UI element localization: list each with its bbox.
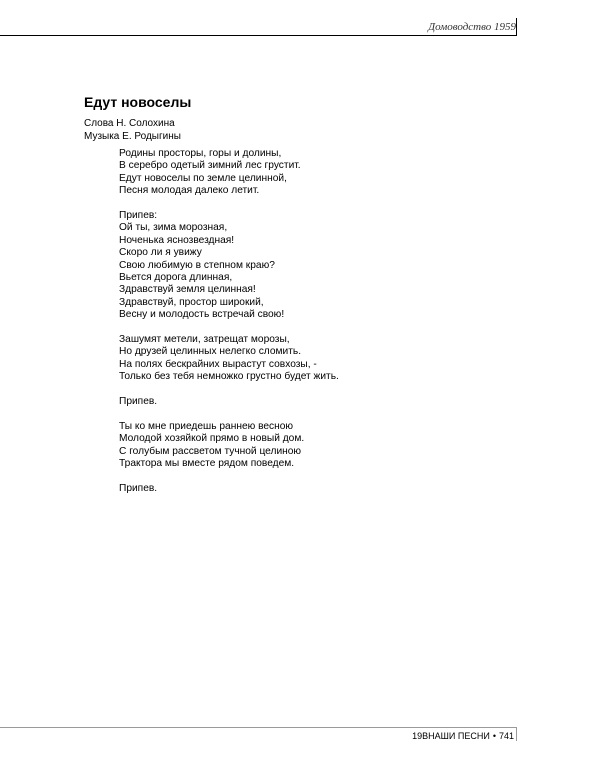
lyric-line: Припев.: [119, 396, 158, 408]
lyric-line: Ты ко мне приедешь раннею весною: [119, 420, 294, 432]
stanza: [119, 334, 339, 384]
header-tick: [516, 18, 517, 36]
header-rule: [0, 35, 516, 36]
footer-section-title: 19ВНАШИ ПЕСНИ: [412, 731, 490, 741]
lyric-line: Свою любимую в степном краю?: [119, 259, 275, 271]
page-number: 741: [498, 731, 514, 741]
stanza: [119, 421, 339, 471]
lyrics-credit: Слова Н. Солохина: [84, 118, 175, 129]
lyric-line: Здравствуй земля целинная!: [119, 284, 256, 296]
page-footer: [412, 731, 514, 741]
stanza: [119, 483, 339, 495]
page-header: [0, 0, 600, 40]
lyric-line: Припев.: [119, 482, 158, 494]
lyric-line: Молодой хозяйкой прямо в новый дом.: [119, 433, 305, 445]
music-credit: Музыка Е. Родыгины: [84, 131, 181, 142]
lyric-line: Едут новоселы по земле целинной,: [119, 172, 287, 184]
lyric-line: Здравствуй, простор широкий,: [119, 296, 264, 308]
lyric-line: Ноченька яснозвездная!: [119, 234, 235, 246]
lyric-line: Ой ты, зима морозная,: [119, 222, 228, 234]
footer-tick: [516, 727, 517, 741]
lyric-line: Скоро ли я увижу: [119, 247, 202, 259]
lyric-line: Весну и молодость встречай свою!: [119, 309, 285, 321]
song-lyrics: [119, 148, 339, 508]
running-header-title: Домоводство 1959: [428, 21, 516, 33]
lyric-line: Песня молодая далеко летит.: [119, 185, 260, 197]
lyric-line: Трактора мы вместе рядом поведем.: [119, 458, 295, 470]
footer-bullet: •: [492, 731, 496, 741]
lyric-line: Зашумят метели, затрещат морозы,: [119, 334, 290, 346]
lyric-line: С голубым рассветом тучной целиною: [119, 445, 302, 457]
lyric-line: Только без тебя немножко грустно будет жить.: [119, 371, 339, 383]
song-credits: [84, 117, 181, 143]
footer-rule: [0, 727, 516, 728]
stanza: [119, 396, 339, 408]
song-title: Едут новоселы: [84, 94, 192, 110]
lyric-line: Но друзей целинных нелегко сломить.: [119, 346, 302, 358]
lyric-line: На полях бескрайних вырастут совхозы, -: [119, 358, 317, 370]
lyric-line: Припев:: [119, 210, 158, 222]
lyric-line: В серебро одетый зимний лес грустит.: [119, 160, 301, 172]
stanza: [119, 148, 339, 198]
stanza: [119, 210, 339, 322]
lyric-line: Родины просторы, горы и долины,: [119, 148, 282, 159]
lyric-line: Вьется дорога длинная,: [119, 272, 233, 284]
